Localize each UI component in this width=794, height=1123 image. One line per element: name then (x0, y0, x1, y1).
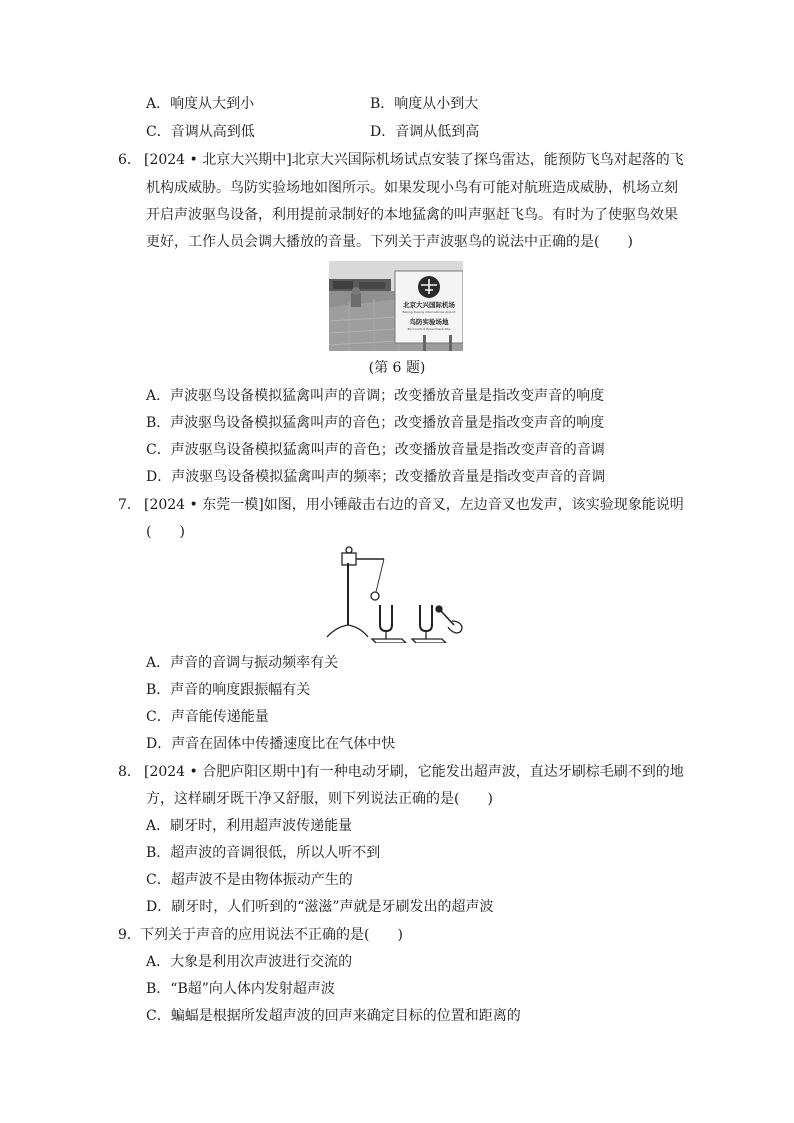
sign-airport-name-en: Beijing Daxing International Airport (402, 310, 456, 314)
q6-photo (329, 261, 463, 351)
q8-option-d: D．刷牙时，人们听到的“滋滋”声就是牙刷发出的超声波 (146, 899, 494, 915)
stand-base-icon (327, 625, 368, 637)
q7-stem-line-2: ( ) (146, 524, 185, 540)
q8-stem-line-2: 方，这样刷牙既干净又舒服，则下列说法正确的是( ) (146, 791, 493, 807)
q7-number: 7． (118, 497, 141, 513)
q8-option-c: C．超声波不是由物体振动产生的 (146, 872, 353, 888)
q6-figure-caption: (第 6 题) (368, 360, 426, 376)
q7-option-d: D．声音在固体中传播速度比在气体中快 (146, 736, 396, 752)
left-fork-icon (380, 605, 392, 631)
q8-option-b: B．超声波的音调很低，所以人听不到 (146, 845, 381, 861)
q8-option-a: A．刷牙时，利用超声波传递能量 (146, 818, 353, 834)
q6-number: 6． (118, 152, 141, 168)
q7-stem-line-1: [2024 • 东莞一模]如图，用小锤敲击右边的音叉，左边音叉也发声，该实验现象能说明 (144, 497, 684, 513)
q6-option-b: B．声波驱鸟设备模拟猛禽叫声的音色；改变播放音量是指改变声音的响度 (146, 415, 605, 431)
q6-option-a: A．声波驱鸟设备模拟猛禽叫声的音调；改变播放音量是指改变声音的响度 (146, 388, 605, 404)
q9-option-a: A．大象是利用次声波进行交流的 (146, 954, 353, 970)
sign-site-name: 鸟防实验场地 (409, 318, 449, 326)
q8-number: 8． (118, 764, 141, 780)
q5-option-d: D．音调从低到高 (370, 124, 480, 140)
q8-stem-line-1: [2024 • 合肥庐阳区期中]有一种电动牙刷，它能发出超声波，直达牙刷棕毛刷不到的地 (144, 764, 684, 780)
q7-option-c: C．声音能传递能量 (146, 709, 269, 725)
q6-option-d: D．声波驱鸟设备模拟猛禽叫声的频率；改变播放音量是指改变声音的音调 (146, 469, 606, 485)
q5-option-b: B．响度从小到大 (370, 96, 479, 112)
right-resonance-box-icon (412, 639, 446, 643)
q6-stem-line-2: 机构成威胁。鸟防实验场地如图所示。如果发现小鸟有可能对航班造成威胁，机场立刻 (146, 180, 678, 196)
q6-option-c: C．声波驱鸟设备模拟猛禽叫声的音色；改变播放音量是指改变声音的音调 (146, 442, 605, 458)
q6-stem-line-1: [2024 • 北京大兴期中]北京大兴国际机场试点安装了探鸟雷达，能预防飞鸟对起落的飞 (144, 152, 684, 168)
pendulum-ball-icon (371, 592, 379, 600)
q5-option-a: A．响度从大到小 (146, 96, 255, 112)
q9-option-b: B．“B超”向人体内发射超声波 (146, 981, 335, 997)
q9-stem-line-1: 下列关于声音的应用说法不正确的是( ) (140, 927, 403, 943)
sign-site-name-en: Bird Control Experiment Site (407, 327, 451, 331)
q7-tuning-fork-figure (322, 545, 467, 643)
q6-stem-line-3: 开启声波驱鸟设备，利用提前录制好的本地猛禽的叫声驱赶飞鸟。有时为了使驱鸟效果 (146, 207, 678, 223)
q6-stem-line-4: 更好，工作人员会调大播放的音量。下列关于声波驱鸟的说法中正确的是( ) (146, 234, 633, 250)
q9-number: 9． (118, 927, 141, 943)
q7-option-b: B．声音的响度跟振幅有关 (146, 682, 311, 698)
q5-option-c: C．音调从高到低 (146, 124, 255, 140)
q9-option-c: C．蝙蝠是根据所发超声波的回声来确定目标的位置和距离的 (146, 1008, 521, 1024)
sign-airport-name: 北京大兴国际机场 (403, 301, 455, 309)
tuning-fork-diagram (322, 545, 467, 643)
right-fork-icon (420, 605, 432, 631)
hand-icon (448, 621, 462, 633)
airport-photo-illustration (329, 261, 463, 351)
q7-option-a: A．声音的音调与振动频率有关 (146, 655, 339, 671)
left-resonance-box-icon (372, 639, 406, 643)
